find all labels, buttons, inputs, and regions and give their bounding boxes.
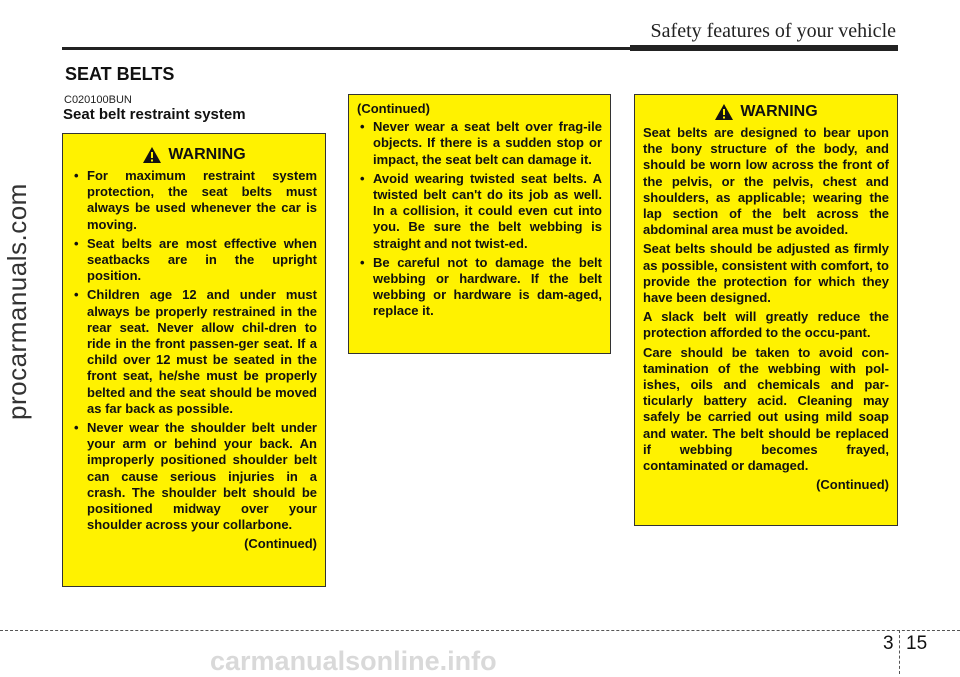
warning-box-right [634,94,898,526]
bullet-item: • Never wear a seat belt over frag-ile objects. If there is a sudden stop or impact, the seat belt can damage it. [357,119,602,168]
warning-paragraph: Seat belts are designed to bear upon the bony structure of the body, and should be worn low across the front of the pelvis, or the pelvis, chest and shoulders, as applicable; wearing the lap section of the belt across the abdominal area must be avoided. [643,125,889,238]
bullet-item: • Avoid wearing twisted seat belts. A twisted belt can't do its job as well. In a collision, it could even cut into you. Be sure the belt webbing is straight and not twist-ed. [357,171,602,252]
warning-bullet-list [71,168,317,533]
bullet-item: • Seat belts are most effective when seatbacks are in the upright position. [71,236,317,285]
warning-box-left [62,133,326,587]
continued-label: (Continued) [244,536,317,552]
continued-top-label: (Continued) [357,101,430,116]
bullet-item: • Be careful not to damage the belt webbing or hardware. If the belt webbing or hardware is dam-aged, replace it. [357,255,602,320]
footer-rule [0,630,960,631]
warning-paragraph: Care should be taken to avoid con-tamination of the webbing with pol-ishes, oils and chemicals and par-ticularly battery acid. Cleaning may safely be carried out using mild soap and water. The belt should be replaced if webbing becomes frayed, contaminated or damaged. [643,344,889,474]
warning-paragraph: Seat belts should be adjusted as firmly as possible, consistent with comfort, to provide the protection for which they have been designed. [643,241,889,306]
bullet-item: • Never wear the shoulder belt under your arm or behind your back. An improperly positioned shoulder belt can cause serious injuries in a crash. The shoulder belt should be positioned midway over your shoulder across your collarbone. [71,420,317,533]
bottom-watermark: carmanualsonline.info [210,646,497,676]
section-subheading: Seat belt restraint system [63,106,246,123]
warning-header [643,103,889,121]
warning-header [71,146,317,164]
page-number-separator [899,630,900,674]
header-rule-accent [630,45,898,51]
warning-triangle-icon [714,103,734,121]
warning-bullet-list [357,119,602,319]
page-header-title: Safety features of your vehicle [650,20,896,42]
bullet-item: • For maximum restraint system protection, the seat belts must always be used whenever the car is moving. [71,168,317,233]
section-code: C020100BUN [64,94,132,106]
bullet-item: • Children age 12 and under must always be properly restrained in the rear seat. Never allow chil-dren to ride in the front passen-ger seat. If a child over 12 must be seated in the front seat, he/she must be properly belted and the seat should be moved as far back as possible. [71,287,317,417]
warning-box-middle [348,94,611,354]
warning-label: WARNING [168,145,246,163]
warning-triangle-icon [142,146,162,164]
warning-label: WARNING [740,102,818,120]
chapter-number: 3 [883,633,894,654]
section-heading: SEAT BELTS [65,64,175,84]
side-watermark: procarmanuals.com [2,183,32,420]
page-number: 15 [906,633,928,654]
continued-label: (Continued) [816,477,889,493]
warning-paragraph: A slack belt will greatly reduce the protection afforded to the occu-pant. [643,309,889,341]
